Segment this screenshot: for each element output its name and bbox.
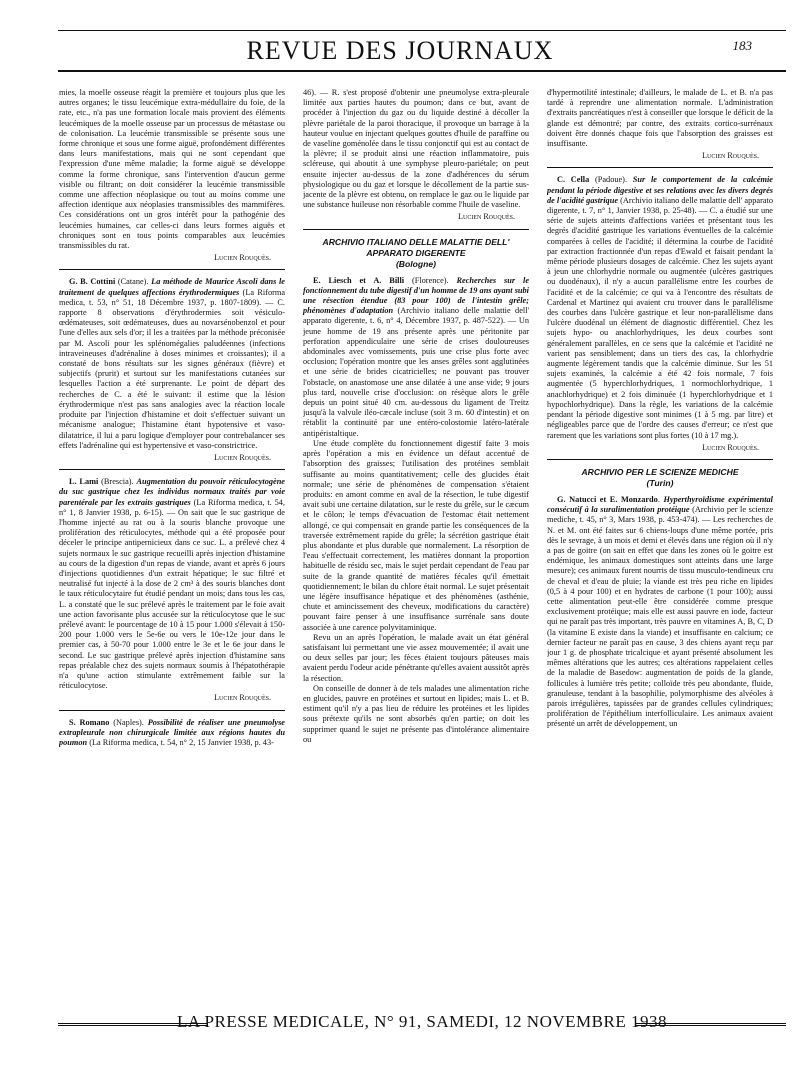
article-body: On sait que le suc gastrique de l'homme injecté au rat ou à la souris blanche provoque une prolifération des réticulocytes, méthode qui a été proposée pour déceler le principe antipernicieux dans ce suc. L. a prélevé chez 4 sujets normaux le suc gastrique recueilli après injection d'histamine au cours de la digestion d'un repas de viande, avant et après 6 jours d'injections quotidiennes d'un extrait hépatique; le suc filtré et neutralisé fut injecté à la dose de 2 cm³ à des souris blanches dont le taux réticulocytaire fut étudié pendant un mois; dans tous les cas, L. a constaté que le suc prélevé après le traitement par le foie avait une action favorisante plus accusée sur la réticulocytose que le suc prélevé avant: le pourcentage de 10 à 15 pour 1.000 s'élevait à 150-200 pour 1.000 vers le 5e-6e ou vers le 10e-12e jour dans le premier cas, à 50-70 pour 1.000 entre le 3e et le 6e jour dans le second. Le suc gastrique prélevé après injection d'histamine sans repas préalable chez des sujets normaux soumis à l'hépatothérapie n'a qu'une action stimulante extrêmement faible sur la réticulocytose. — [59, 507, 285, 691]
column — [547, 88, 773, 1002]
article-authors: L. Lami — [69, 477, 99, 487]
signature: Lucien Rouquès. — [702, 151, 759, 161]
article-title: Possibilité de réaliser une pneumolyse extrapleurale non chirurgicale limitée aux régions hautes du poumon — [59, 717, 285, 747]
article — [547, 495, 773, 730]
page-number: 183 — [732, 38, 752, 53]
article-separator — [59, 469, 285, 470]
article-place: (Brescia). — [98, 477, 137, 487]
article-body: Un jeune homme de 19 ans présente après une péritonite par perforation appendiculaire une série de crises douloureuses abdominales avec vomissements, puis une crise plus forte avec occlusion; l'opération montre que les anses grêles sont agglutinées et une série de brides cicatricielles; ne pouvant pas trouver l'obstacle, on anastomose une anse dilatée à une anse vide; 9 jours plus tard, nouvelle crise d'occlusion: on résèque alors le grêle depuis un point situé 40 cm. au-dessous du ligament de Treitz jusqu'à la valvule iléo-cæcale incluse (soit 3 m. 60 d'intestin) et on rétablit la continuité par une entéro-colostomie latéro-latérale antipéristaltique. — [303, 316, 529, 438]
article-body: C. a étudié sur une série de sujets atteints d'affections variées et présentant tous les degrés d'acidité gastrique les variations éventuelles de la calcémie comparées à celles de l'acidité; il détermina la courbe de l'acidité par extraction fractionnée d'un repas d'Ewald et faisait pendant la même période plusieurs dosages de calcémie. Chez les sujets ayant à jeun une chlorhydrie normale ou augmentée (ulcères gastriques ou duodénaux), il n'y a aucun parallélisme entre les courbes de l'acidité et de la calcémie; ce qui va à l'encontre des résultats de Cardenal et Martinez qui avaient cru trouver dans le parallélisme des courbes dans l'ulcère gastrique et leur non-parallélisme dans l'ulcère duodénal un élément de diagnostic différentiel. Chez les sujets hypo- ou anachlorhydriques, les deux courbes sont généralement parallèles, en ce sens que la calcémie et l'acidité ne varient pas sensiblement; dans un tiers des cas, la chlorhydrie augmente légèrement tandis que la calcémie diminue. Sur les 51 sujets examinés, la calcémie a été 42 fois normale, 7 fois augmentée (5 hyperchlorhydriques, 1 normochlorhydrique, 1 anachlorhydrique) et 2 fois diminuée (1 hyperchlorhydrique et 1 hypochlorhydrique). Dans la règle, les variations de la calcémie pendant la période digestive sont minimes (1 à 5 mg. par litre) et négligeables parce que de l'ordre des causes d'erreur; ce n'est que rarement que les variations sont plus fortes (10 à 17 mg.). — [547, 206, 773, 440]
journal-section-heading — [547, 467, 773, 489]
article-citation: (Archivio per le scienze mediche, t. 45, n° 3, Mars 1938, p. 453-474). — — [547, 505, 773, 525]
article — [547, 175, 773, 440]
signature: Lucien Rouquès. — [702, 442, 759, 452]
article-citation: (La Riforma medica, t. 53, n° 51, 18 Décembre 1937, p. 1807-1809). — — [59, 287, 285, 307]
paragraph: Revu un an après l'opération, le malade avait un état général satisfaisant lui permettant une vie assez mouvementée; il avait une ou deux selles par jour; les fèces étaient toujours pâteuses mais avaient perdu l'odeur acide pénétrante qu'elles avaient aussitôt après la résection. — [303, 632, 529, 683]
header-bottom-rule — [58, 70, 786, 72]
signature: Lucien Rouquès. — [214, 253, 271, 263]
column — [303, 88, 529, 1002]
article-title: Recherches sur le fonctionnement du tube digestif d'un homme de 19 ans ayant subi une résection étendue (83 pour 100) de l'intestin grêle; phénomènes d'adaptation — [303, 275, 529, 316]
article-place: (Naples). — [109, 717, 148, 727]
article-title: La méthode de Maurice Ascoli dans le traitement de quelques affections érythrodermiques — [59, 277, 285, 297]
article-separator — [59, 269, 285, 270]
footer-text: LA PRESSE MEDICALE, N° 91, SAMEDI, 12 NOVEMBRE 1938 — [177, 1012, 667, 1031]
paragraph: Une étude complète du fonctionnement digestif faite 3 mois après l'opération a mis en évidence un défaut accentué de l'absorption des graisses; l'utilisation des protéines semblait suffisante au moins quantitativement; celle des glucides était normale; une série de phénomènes de compensation s'étaient produits: en amont comme en aval de la résection, le tube digestif avait subi une certaine dilatation, sur le reste du grêle, sur le cæcum et le côlon; le temps d'évacuation de l'estomac était nettement allongé, ce qui compensait en grande partie les conséquences de la traversée extrêmement rapide du grêle; la sécrétion gastrique était plus abondante et plus durable que normalement. La résorption de l'eau s'effectuait correctement, les matières donnant la proportion habituelle de résidu sec, mais le sujet perdait cependant de l'eau par suite de la grande quantité de matières fécales qu'il émettait quotidiennement; le bilan du chlore était normal. Le sujet présentait une légère insuffisance hépatique et des phénomènes (asthénie, chute et amincissement des cheveux, modifications du caractère) pouvant faire penser à une insuffisance surrénale sans doute associée à une carence polyvitaminique. — [303, 438, 529, 632]
article-separator — [59, 710, 285, 711]
signature: Lucien Rouquès. — [458, 212, 515, 222]
article-authors: G. Natucci et E. Monzardo — [557, 494, 658, 504]
article-citation: (La Riforma medica, t. 54, n° 2, 15 Janvier 1938, p. 43- — [87, 737, 274, 747]
article-body: Les recherches de N. et M. ont été faites sur 6 chiens-loups d'une même portée, pris dès le sevrage, à un mois et demi et élevés dans une région où il n'y a pas de goitre (on sait en effet que dans les zones où le goitre est endémique, les animaux domestiques sont atteints dans une large mesure); ces animaux furent nourris de tissu musculo-tendineux cru de cheval et d'eau de pluie; la viande est très peu riche en lipides (0,5 à 4 pour 100) et en hydrates de carbone (1 pour 100); aussi cette alimentation peut-elle être considérée comme presque exclusivement protéique; mais elle est aussi pauvre en iode, facteur qui ne paraît pas très important, très pauvre en vitamines A, B, C, D (la vitamine E existe dans la viande) et insuffisante en calcium; ce dernier facteur ne paraît pas en cause, 3 des chiens ayant reçu par jour 1 g. de phosphate tricalcique et ayant présenté absolument les mêmes altérations que les autres; ces altérations rappelaient celles de la maladie de Basedow: augmentation de poids de la glande, follicules à lumière très petite; colloïde très peu abondante, fluide, granuleuse, tendant à la basophilie, polymorphisme des alvéoles à parois irrégulières, tapissées par de grandes cellules cylindriques; prolifération de l'épithélium interfolliculaire. Les animaux avaient présenté un arrêt de développement, un — [547, 515, 773, 729]
signature: Lucien Rouquès. — [214, 452, 271, 462]
article-body: C. rapporte 8 observations d'érythrodermies soit vésiculo-œdémateuses, soit œdémateuses, dues au novarsénobenzol et pour l'une d'elles aux sels d'or; il les a traitées par la méthode préconisée par M. Ascoli pour les splénomégalies paludéennes (infections intraveineuses d'adrénaline à doses minimes et croissantes); il a constaté de bons résultats sur les signes généraux (fièvre) et subjectifs (prurit) et surtout sur les manifestations cutanées sur lesquelles l'action a été surprenante. Le point de départ des recherches de C. a été le suivant: il estime que la lésion érythrodermique n'est pas sans analogies avec la réaction locale produite par l'injection d'histamine et doit s'effectuer suivant un mécanisme analogue; l'histamine étant hypotensive et vaso-dilatatrice, il lui a paru logique d'employer pour contrebalancer ses effets l'adrénaline qui est hypertensive et vaso-constrictrice. — [59, 297, 285, 450]
article-authors: E. Liesch et A. Billi — [313, 275, 405, 285]
header-top-rule — [58, 30, 786, 31]
article-authors: S. Romano — [69, 717, 110, 727]
journal-name: ARCHIVIO ITALIANO DELLE MALATTIE DELL' APPARATO DIGERENTE — [322, 236, 510, 258]
text-columns — [59, 88, 785, 1002]
article-separator — [303, 229, 529, 230]
article — [59, 477, 285, 691]
journal-city: (Bologne) — [395, 258, 437, 269]
article-title: Hyperthyroïdisme expérimental consécutif à la suralimentation protéique — [547, 494, 773, 515]
article-authors: C. Cella — [557, 175, 590, 185]
article-title: Sur le comportement de la calcémie pendant la période digestive et ses relations avec les divers degrés de l'acidité gastrique — [547, 175, 773, 205]
footer-rule-right — [636, 1023, 786, 1026]
article — [303, 276, 529, 439]
article — [59, 277, 285, 450]
article — [59, 718, 285, 749]
article-place: (Florence). — [404, 275, 457, 285]
paragraph: On conseille de donner à de tels malades une alimentation riche en glucides, pauvre en protéines et surtout en lipides; mais L. et B. estiment qu'il n'y a pas lieu de réduire les protéines et les lipides sous prétexte qu'ils ne sont absorbés qu'en partie; on doit les supprimer quand le sujet ne présente pas d'intolérance alimentaire ou — [303, 683, 529, 744]
journal-section-heading — [303, 237, 529, 270]
page-title: REVUE DES JOURNAUX — [246, 36, 554, 65]
article-separator — [547, 459, 773, 460]
journal-name: ARCHIVIO PER LE SCIENZE MEDICHE — [581, 466, 739, 477]
article-title: Augmentation du pouvoir réticulocytogène du suc gastrique chez les individus normaux traités par voie parentérale par les extraits gastriques — [59, 477, 285, 507]
article-separator — [547, 167, 773, 168]
column — [59, 88, 285, 1002]
signature: Lucien Rouquès. — [214, 693, 271, 703]
paragraph: d'hypermotilité intestinale; d'ailleurs, le malade de L. et B. n'a pas tardé à reprendre une alimentation normale. L'administration d'extraits pancréatiques n'est à conseiller que lorsque le déficit de la glande est démontré; par contre, des extraits cortico-surrénaux doivent être donnés chaque fois que l'absorption des graisses est insuffisante. — [547, 88, 773, 149]
paragraph: 46). — R. s'est proposé d'obtenir une pneumolyse extra-pleurale limitée aux parties hautes du poumon; dans ce but, avant de procéder à l'injection du gaz ou du liquide destiné à décoller la plèvre pariétale de la paroi thoracique, il provoque un barrage à la hauteur voulue en injectant quelques gouttes d'huile de paraffine ou de vaseline goménolée dans le tissu conjonctif qui est au contact de la plèvre; il se produit ainsi une réaction inflammatoire, puis scléreuse, qui aboutit à une symphyse pleuro-pariétale; on peut ensuite injecter au-dessus de la zone d'adhérences du sérum physiologique ou du gaz et lorsque le décollement de la partie sus-jacente de la plèvre est obtenu, on remplace le gaz ou le liquide par une substance huileuse non résorbable comme l'huile de vaseline. — [303, 88, 529, 210]
article-citation: (Archivio italiano delle malattie dell' apparato digerente, t. 7, n° 1, Janvier 1938, p. 25-48). — — [547, 195, 773, 216]
article-citation: (Archivio italiano delle malattie dell' apparato digerente, t. 6, n° 4, Décembre 1937, p. 487-522). — — [303, 306, 529, 326]
paragraph: mies, la moelle osseuse réagit la première et toujours plus que les autres organes; le tissu leucémique extra-médullaire du foie, de la rate, etc., n'a pas une formation locale mais provient des éléments leucémiques de la moelle osseuse par un processus de métastase ou de colonisation. La leucémie transmissible se présente sous une forme chronique et sous une forme aiguë, profondément différentes dans leurs manifestations, mais qui ne sont cependant que l'expression d'une même maladie; la forme aiguë se développe comme la forme chronique, sans l'intervention d'aucun germe visible ou filtrant; on doit considérer la leucémie transmissible comme une affection néoplasique ou tout au moins comme une affection identique aux néoplasies transmissibles des mammifères. Ces considérations ont un gros intérêt pour la pathogénie des leucémies humaines, car celles-ci dans leurs formes aiguës et chroniques sont en tous points comparables aux leucémies transmissibles du rat. — [59, 88, 285, 251]
article-authors: G. B. Cottini — [69, 277, 116, 287]
footer — [58, 1012, 786, 1036]
article-citation: (La Riforma medica, t. 54, n° 1, 8 Janvier 1938, p. 6-15). — — [59, 497, 285, 517]
journal-city: (Turin) — [646, 477, 674, 488]
article-place: (Padoue). — [589, 175, 633, 185]
article-place: (Catane). — [115, 277, 152, 287]
article-place: . — [657, 494, 664, 504]
